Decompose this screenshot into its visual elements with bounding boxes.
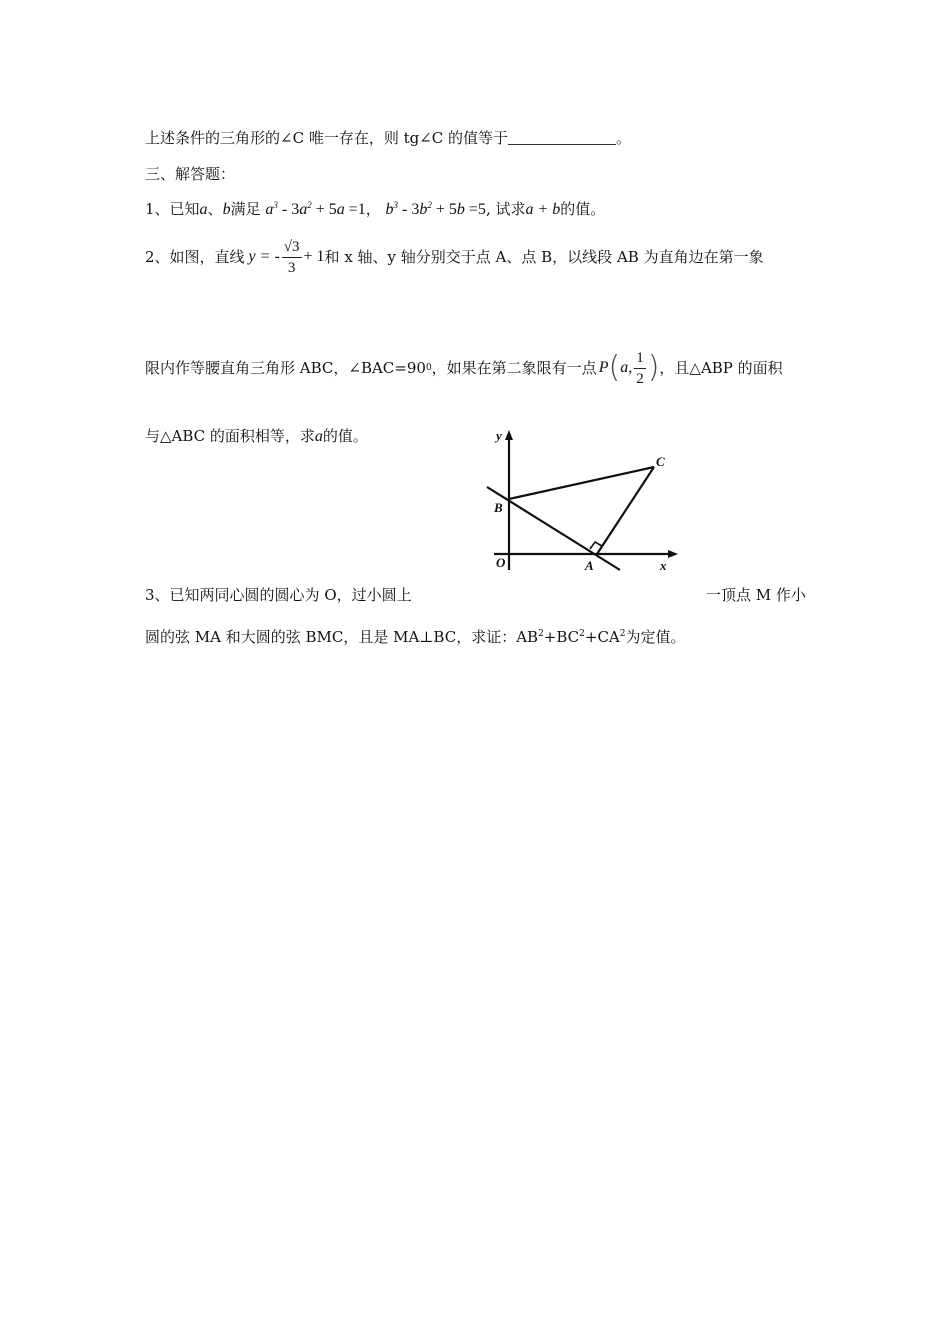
sup-2: 2: [538, 629, 544, 639]
question-3-line-1-end: [706, 585, 806, 605]
left-paren: (: [608, 350, 621, 385]
question-2-line-1: [145, 236, 764, 278]
q2-text: 的值。: [322, 427, 368, 445]
geometry-figure: [482, 422, 682, 572]
q1-text: 的值。: [560, 200, 606, 218]
label-b: B: [494, 500, 503, 515]
q2-half-fraction: [634, 348, 646, 389]
q2-fraction: [282, 237, 302, 278]
question-3-line-2: [145, 627, 686, 647]
fill-blank-line: [145, 128, 631, 148]
q2-text: 和 x 轴、y 轴分别交于点 A、点 B，以线段 AB 为直角边在第一象: [324, 248, 764, 266]
label-a: A: [585, 558, 594, 572]
q1-var-b: b: [222, 201, 231, 218]
q1-eq1: $a^3 - 3a^2 + 5a =1$: [265, 200, 366, 218]
q1-text: , 试求: [485, 200, 526, 218]
y-arrow-icon: [505, 430, 513, 440]
section-title: 三、解答题：: [145, 165, 236, 183]
q3-text: 为定值。: [625, 628, 686, 646]
q2-half-num: 1: [634, 348, 646, 369]
segment-ac: [597, 467, 654, 554]
q1-text: 1、已知: [145, 200, 200, 218]
q2-text: 与△ABC 的面积相等，求: [145, 427, 315, 445]
question-3-line-1: [145, 585, 412, 605]
label-x: x: [660, 558, 667, 572]
segment-bc: [509, 467, 654, 499]
answer-blank[interactable]: [508, 129, 616, 145]
question-2-line-2: 限内作等腰直角三角形 ABC，∠BAC=90 0 ，如果在第二象限有一点 P ( a, $\frac{1}{2}$ ) ，且△ABP 的面积: [145, 349, 783, 387]
q2-sqrt3: √3: [282, 237, 302, 258]
q2-text: 限内作等腰直角三角形 ABC，∠BAC=90: [145, 359, 426, 377]
q2-plus1: + 1: [303, 248, 325, 265]
label-o: O: [496, 555, 506, 570]
q1-eq2: $b^3 - 3b^2 + 5b =5$: [385, 200, 486, 218]
q3-text: 3、已知两同心圆的圆心为 O，过小圆上: [145, 586, 412, 604]
q2-text: ，且△ABP 的面积: [659, 359, 783, 377]
q1-comma: ，: [365, 200, 381, 218]
q3-text: 圆的弦 MA 和大圆的弦 BMC，且是 MA⊥BC，求证：AB: [145, 628, 539, 646]
sup-2: 2: [579, 629, 585, 639]
q1-sum: a + b: [525, 201, 561, 218]
line1-text: 上述条件的三角形的∠C 唯一存在，则 tg∠C 的值等于: [145, 129, 509, 147]
label-c: C: [656, 454, 665, 469]
q2-y-eq: y = -: [248, 248, 280, 265]
q1-sep: 、: [207, 200, 223, 218]
question-2-line-3: [145, 426, 368, 447]
question-1: [145, 199, 605, 220]
label-y: y: [496, 428, 502, 443]
q3-text: +CA: [584, 628, 620, 646]
q1-text: 满足: [230, 200, 261, 218]
q2-point-p: P: [598, 359, 609, 376]
line-ab: [487, 487, 620, 570]
q2-half-den: 2: [636, 370, 644, 387]
q2-den: 3: [287, 259, 296, 276]
q2-var-a: a: [314, 428, 323, 445]
q3-text: 一顶点 M 作小: [706, 586, 806, 604]
right-paren: ): [647, 350, 660, 385]
q2-text: ，如果在第二象限有一点: [431, 359, 597, 377]
sup-2: 2: [619, 629, 626, 639]
x-arrow-icon: [668, 550, 678, 558]
q1-var-a: a: [199, 201, 208, 218]
line1-end: 。: [616, 129, 632, 147]
q3-text: +BC: [543, 628, 580, 646]
q2-text: 2、如图，直线: [145, 248, 245, 266]
q2-point-a: a,: [620, 359, 633, 376]
